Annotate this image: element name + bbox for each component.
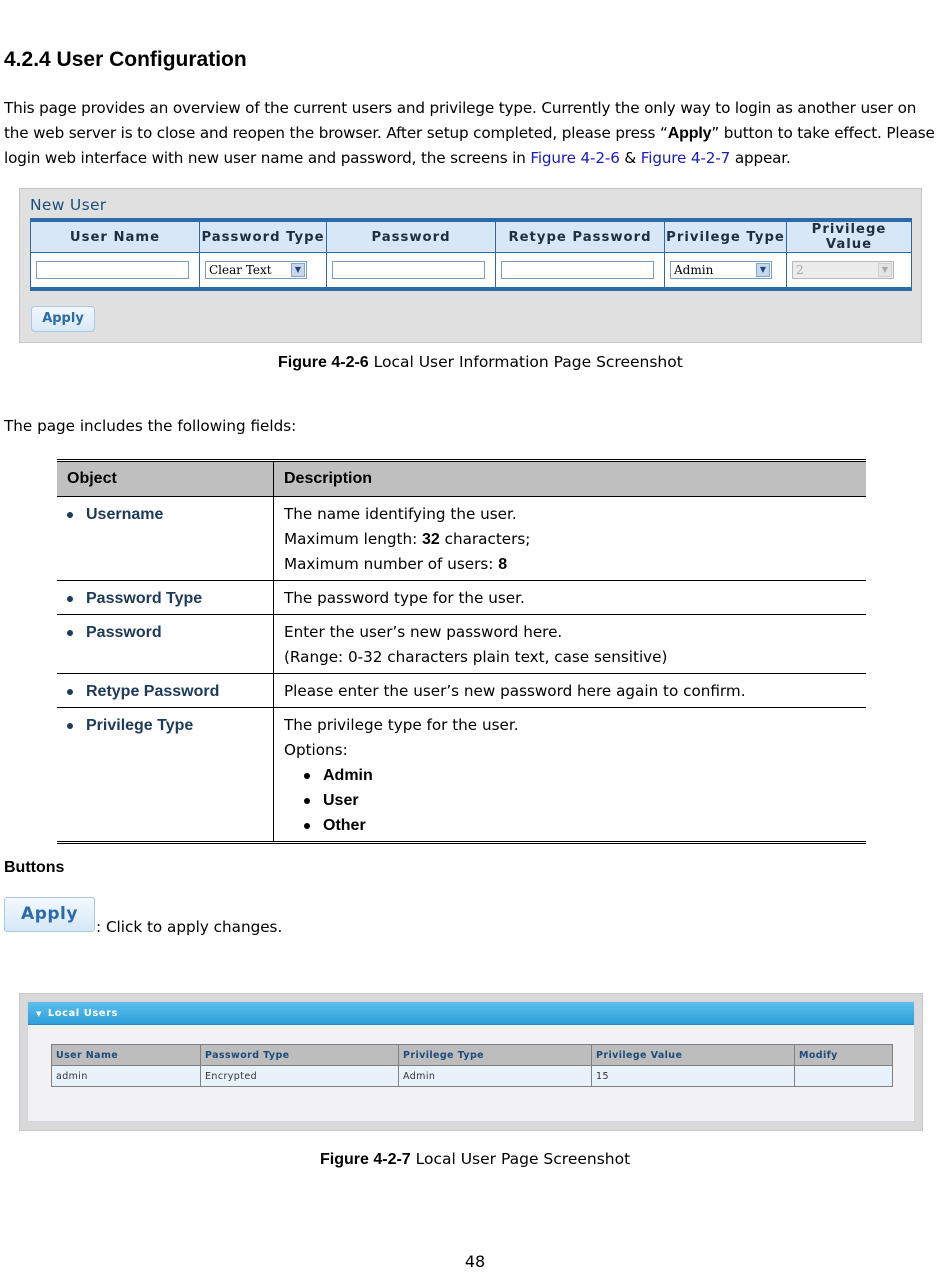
description-line xyxy=(284,527,856,552)
table-row xyxy=(57,615,866,674)
bullet-icon xyxy=(304,798,310,804)
description-line xyxy=(284,552,856,577)
object-retype-password xyxy=(67,679,263,704)
page-number: 48 xyxy=(464,1252,486,1271)
description-username xyxy=(274,497,867,581)
figure-4-2-6-number: Figure 4-2-6 xyxy=(278,354,369,371)
object-label: Password xyxy=(86,624,162,641)
cell-modify[interactable] xyxy=(795,1066,893,1087)
table-row xyxy=(52,1066,893,1087)
local-users-inner xyxy=(27,1001,915,1122)
apply-button[interactable]: Apply xyxy=(4,897,95,932)
privilege-type-select[interactable] xyxy=(670,261,772,279)
password-type-select[interactable] xyxy=(205,261,307,279)
description-line: The name identifying the user. xyxy=(284,505,517,523)
object-label: Username xyxy=(86,506,164,523)
object-password-type xyxy=(67,586,263,611)
table-row xyxy=(57,674,866,708)
retype-password-cell xyxy=(496,253,665,290)
intro-apply-bold: Apply xyxy=(667,125,712,142)
object-label: Retype Password xyxy=(86,683,220,700)
description-password-type xyxy=(274,581,867,615)
chevron-down-icon: ▼ xyxy=(291,263,305,277)
section-title: 4.2.4 User Configuration xyxy=(4,48,247,71)
intro-text-2: ” button to take effect. Please login web interface with new user name and password, the screens in xyxy=(4,124,935,167)
fields-intro: The page includes the following fields: xyxy=(4,417,297,435)
bullet-icon xyxy=(304,823,310,829)
local-users-panel xyxy=(19,993,923,1131)
figure-4-2-7-caption xyxy=(320,1150,630,1169)
chevron-down-icon: ▼ xyxy=(878,263,892,277)
header-retype-password: Retype Password xyxy=(496,220,665,253)
header-description: Description xyxy=(274,461,867,497)
description-password xyxy=(274,615,867,674)
local-users-table xyxy=(51,1044,893,1087)
header-password-type: Password Type xyxy=(201,1045,399,1066)
password-type-value: Clear Text xyxy=(209,263,272,277)
header-password-type: Password Type xyxy=(200,220,327,253)
description-line: The password type for the user. xyxy=(284,589,525,607)
header-privilege-type: Privilege Type xyxy=(399,1045,592,1066)
figure-4-2-6-caption xyxy=(278,353,683,372)
bullet-icon xyxy=(304,773,310,779)
fields-table xyxy=(57,459,866,844)
new-user-apply-button[interactable]: Apply xyxy=(31,306,95,332)
header-modify: Modify xyxy=(795,1045,893,1066)
object-label: Privilege Type xyxy=(86,717,194,734)
max-users-value: 8 xyxy=(498,556,508,573)
header-privilege-value: Privilege Value xyxy=(592,1045,795,1066)
description-text: Maximum number of users: xyxy=(284,555,499,573)
password-input[interactable] xyxy=(332,261,485,279)
password-cell xyxy=(327,253,496,290)
description-line: (Range: 0-32 characters plain text, case sensitive) xyxy=(284,648,668,666)
privilege-value-select xyxy=(792,261,894,279)
description-text: Maximum length: xyxy=(284,530,423,548)
option-user xyxy=(284,788,856,813)
local-users-header[interactable] xyxy=(28,1002,914,1025)
figure-4-2-6-link[interactable]: Figure 4-2-6 xyxy=(530,149,620,167)
table-row xyxy=(57,581,866,615)
figure-4-2-6-text: Local User Information Page Screenshot xyxy=(368,353,683,371)
option-label: Admin xyxy=(323,767,373,784)
bullet-icon xyxy=(67,723,73,729)
object-password xyxy=(67,620,263,645)
cell-user-name: admin xyxy=(52,1066,201,1087)
retype-password-input[interactable] xyxy=(501,261,654,279)
chevron-down-icon: ▼ xyxy=(756,263,770,277)
bullet-icon xyxy=(67,689,73,695)
new-user-title: New User xyxy=(30,196,107,214)
header-user-name: User Name xyxy=(52,1045,201,1066)
privilege-value-cell xyxy=(787,253,912,290)
header-user-name: User Name xyxy=(31,220,200,253)
new-user-table xyxy=(30,218,912,291)
intro-text-1: This page provides an overview of the current users and privilege type. Currently the only way to login as another user on the web server is to close and reopen the browser. After setup completed, please press “ xyxy=(4,99,917,142)
bullet-icon xyxy=(67,512,73,518)
option-admin xyxy=(284,763,856,788)
user-name-cell xyxy=(31,253,200,290)
description-retype-password xyxy=(274,674,867,708)
collapse-triangle-icon: ▼ xyxy=(36,1010,42,1018)
figure-4-2-7-link[interactable]: Figure 4-2-7 xyxy=(640,149,731,167)
description-line: Please enter the user’s new password here again to confirm. xyxy=(284,682,746,700)
privilege-type-cell xyxy=(665,253,787,290)
object-label: Password Type xyxy=(86,590,203,607)
object-username xyxy=(67,502,263,527)
buttons-heading: Buttons xyxy=(4,859,65,876)
new-user-panel xyxy=(19,188,922,343)
bullet-icon xyxy=(67,630,73,636)
local-users-title: Local Users xyxy=(47,1008,118,1019)
password-type-cell xyxy=(200,253,327,290)
user-name-input[interactable] xyxy=(36,261,189,279)
header-privilege-value: Privilege Value xyxy=(787,220,912,253)
table-row xyxy=(57,497,866,581)
option-label: Other xyxy=(323,817,366,834)
privilege-type-value: Admin xyxy=(674,263,714,277)
header-password: Password xyxy=(327,220,496,253)
table-row xyxy=(57,708,866,843)
max-length-value: 32 xyxy=(422,531,440,548)
description-text: characters; xyxy=(439,530,531,548)
intro-ampersand: & xyxy=(619,149,641,167)
description-line: Options: xyxy=(284,741,348,759)
intro-paragraph xyxy=(4,96,939,171)
cell-privilege-type: Admin xyxy=(399,1066,592,1087)
description-privilege-type xyxy=(274,708,867,843)
bullet-icon xyxy=(67,596,73,602)
cell-privilege-value: 15 xyxy=(592,1066,795,1087)
apply-button-description: : Click to apply changes. xyxy=(96,918,283,936)
cell-password-type: Encrypted xyxy=(201,1066,399,1087)
header-object: Object xyxy=(57,461,274,497)
description-line: Enter the user’s new password here. xyxy=(284,623,563,641)
object-privilege-type xyxy=(67,713,263,738)
figure-4-2-7-text: Local User Page Screenshot xyxy=(410,1150,631,1168)
description-line: The privilege type for the user. xyxy=(284,716,519,734)
header-privilege-type: Privilege Type xyxy=(665,220,787,253)
intro-text-3: appear. xyxy=(730,149,791,167)
privilege-value-value: 2 xyxy=(796,263,804,277)
figure-4-2-7-number: Figure 4-2-7 xyxy=(320,1151,411,1168)
option-other xyxy=(284,813,856,838)
option-label: User xyxy=(323,792,359,809)
